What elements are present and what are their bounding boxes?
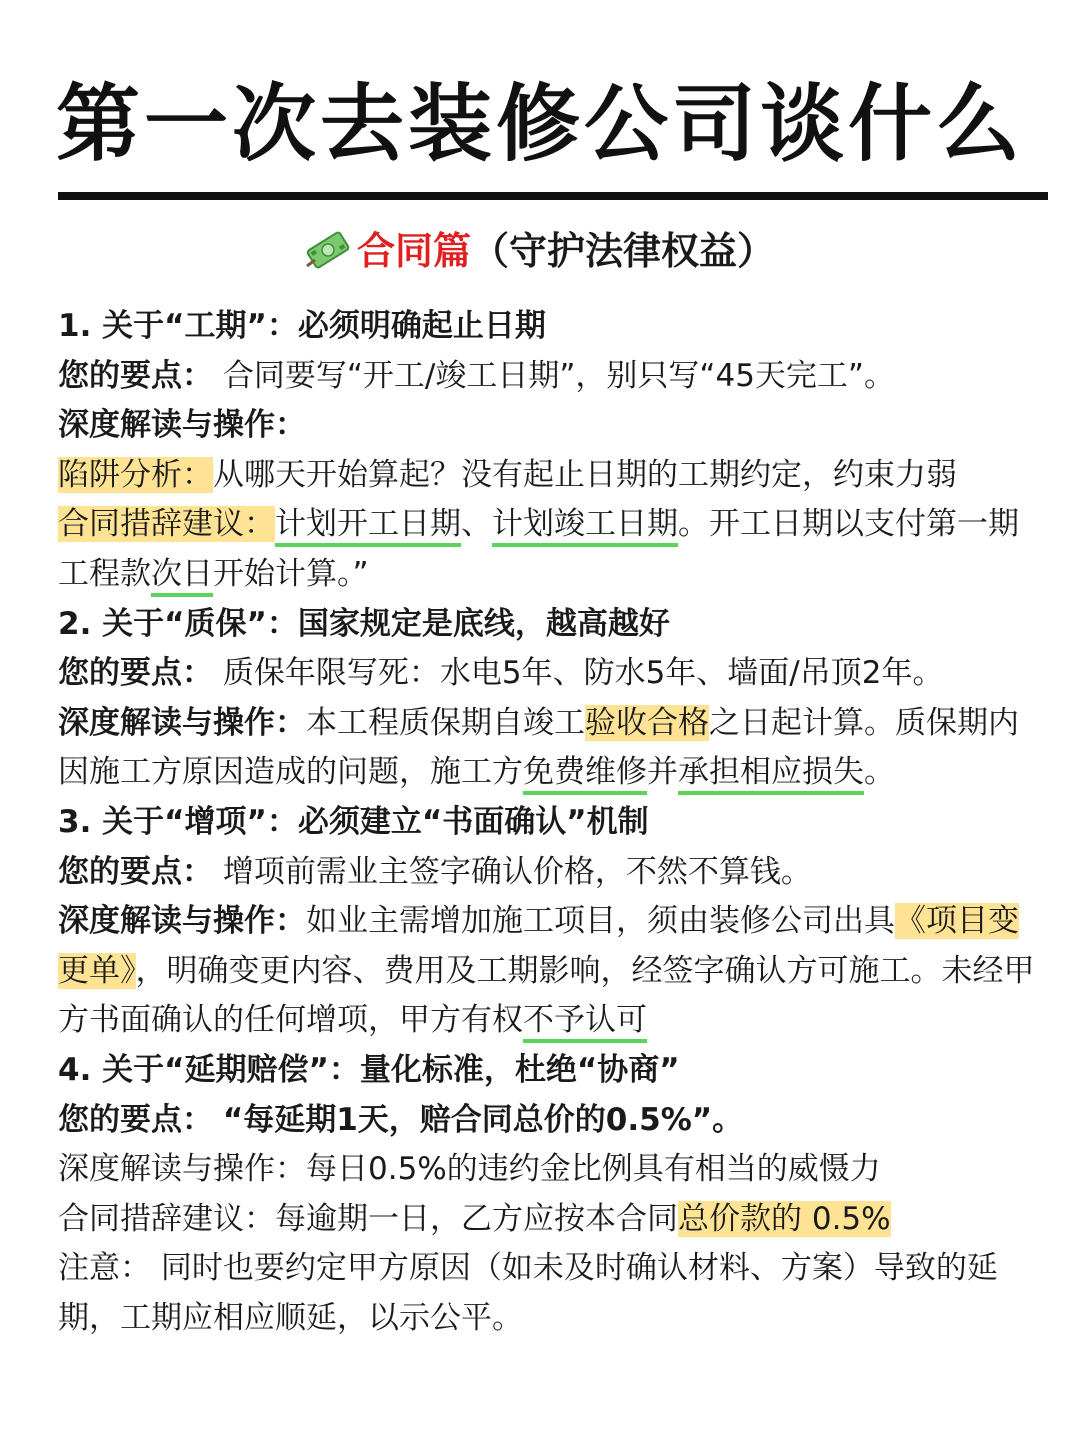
s4-note-paragraph — [58, 1244, 1038, 1343]
s2-key-text: 质保年限写死：水电5年、防水5年、墙面/吊顶2年。 — [222, 655, 944, 692]
s3-deep-highlight: 《项目变更单》 — [58, 903, 1019, 989]
s1-advice-label: 合同措辞建议： — [58, 506, 275, 543]
s2-deep-mid: 之日起计算。质保期内因施工方原因造成的问题，施工方 — [58, 704, 1019, 791]
s1-trap-label: 陷阱分析： — [58, 456, 213, 493]
s1-deep-label: 深度解读与操作： — [58, 407, 306, 444]
s3-deep-pre: 如业主需增加施工项目，须由装修公司出具 — [306, 903, 895, 940]
s1-advice-underline-3: 次日 — [151, 556, 213, 597]
s3-deep-underline-1: 不予认可 — [523, 1002, 647, 1043]
s3-deep-label: 深度解读与操作： — [58, 903, 306, 940]
s1-trap-text: 从哪天开始算起？没有起止日期的工期约定，约束力弱 — [213, 456, 957, 493]
s2-deep-label: 深度解读与操作： — [58, 704, 306, 741]
s1-key-text: 合同要写“开工/竣工日期”，别只写“45天完工”。 — [222, 357, 895, 394]
subtitle-rest: （守护法律权益） — [471, 229, 776, 273]
subtitle-highlight: 合同篇 — [356, 229, 471, 273]
s3-deep-mid: ，明确变更内容、费用及工期影响，经签字确认方可施工。未经甲方书面确认的任何增项，甲方有权 — [58, 952, 1035, 1039]
s2-deep-paragraph — [58, 699, 1038, 798]
s2-deep-end: 。 — [864, 754, 895, 791]
article-body — [58, 302, 1038, 1343]
s1-advice-sep: 、 — [461, 506, 492, 543]
s3-deep-paragraph — [58, 897, 1038, 1046]
s4-key-text: “每延期1天，赔合同总价的0.5%”。 — [222, 1101, 744, 1138]
s2-deep-underline-1: 免费维修 — [523, 754, 647, 795]
page-title: 第一次去装修公司谈什么 — [55, 75, 1024, 173]
s4-advice-line — [58, 1195, 1038, 1245]
s2-key-point — [58, 649, 1038, 699]
s4-heading: 4. 关于“延期赔偿”：量化标准，杜绝“协商” — [58, 1051, 680, 1088]
s1-heading: 1. 关于“工期”：必须明确起止日期 — [58, 308, 546, 344]
s1-advice-end: 开始计算。” — [213, 555, 369, 592]
money-icon — [305, 230, 351, 270]
s2-deep-highlight: 验收合格 — [585, 704, 709, 741]
s3-key-label: 您的要点： — [58, 853, 213, 890]
s4-key-point — [58, 1096, 1038, 1146]
s1-advice-underline-1: 计划开工日期 — [275, 506, 461, 547]
s3-key-text: 增项前需业主签字确认价格，不然不算钱。 — [222, 853, 812, 890]
s2-deep-underline-2: 承担相应损失 — [678, 754, 864, 795]
s4-key-label: 您的要点： — [58, 1101, 213, 1138]
s3-key-point — [58, 848, 1038, 898]
s4-note-label: 注意： — [58, 1250, 151, 1287]
s1-advice-underline-2: 计划竣工日期 — [492, 506, 678, 547]
s2-deep-pre: 本工程质保期自竣工 — [306, 704, 585, 741]
s1-advice-paragraph — [58, 500, 1038, 599]
s2-heading: 2. 关于“质保”：国家规定是底线，越高越好 — [58, 605, 670, 642]
s3-heading: 3. 关于“增项”：必须建立“书面确认”机制 — [58, 803, 649, 840]
s2-deep-and: 并 — [647, 754, 678, 791]
s4-deep-text: 深度解读与操作：每日0.5%的违约金比例具有相当的威慑力 — [58, 1151, 881, 1188]
title-divider — [58, 192, 1048, 200]
s2-key-label: 您的要点： — [58, 655, 213, 692]
s1-key-label: 您的要点： — [58, 357, 213, 394]
section-subtitle — [0, 222, 1080, 280]
s4-advice-highlight: 总价款的 0.5% — [678, 1200, 891, 1237]
s1-advice-mid: 。开工日期以支付第一期工程款 — [58, 506, 1019, 592]
s4-advice-pre: 合同措辞建议：每逾期一日，乙方应按本合同 — [58, 1200, 678, 1237]
s4-note-text: 同时也要约定甲方原因（如未及时确认材料、方案）导致的延期，工期应相应顺延，以示公平。 — [58, 1250, 998, 1336]
s1-trap-line — [58, 451, 1038, 501]
s1-key-point — [58, 352, 1038, 402]
